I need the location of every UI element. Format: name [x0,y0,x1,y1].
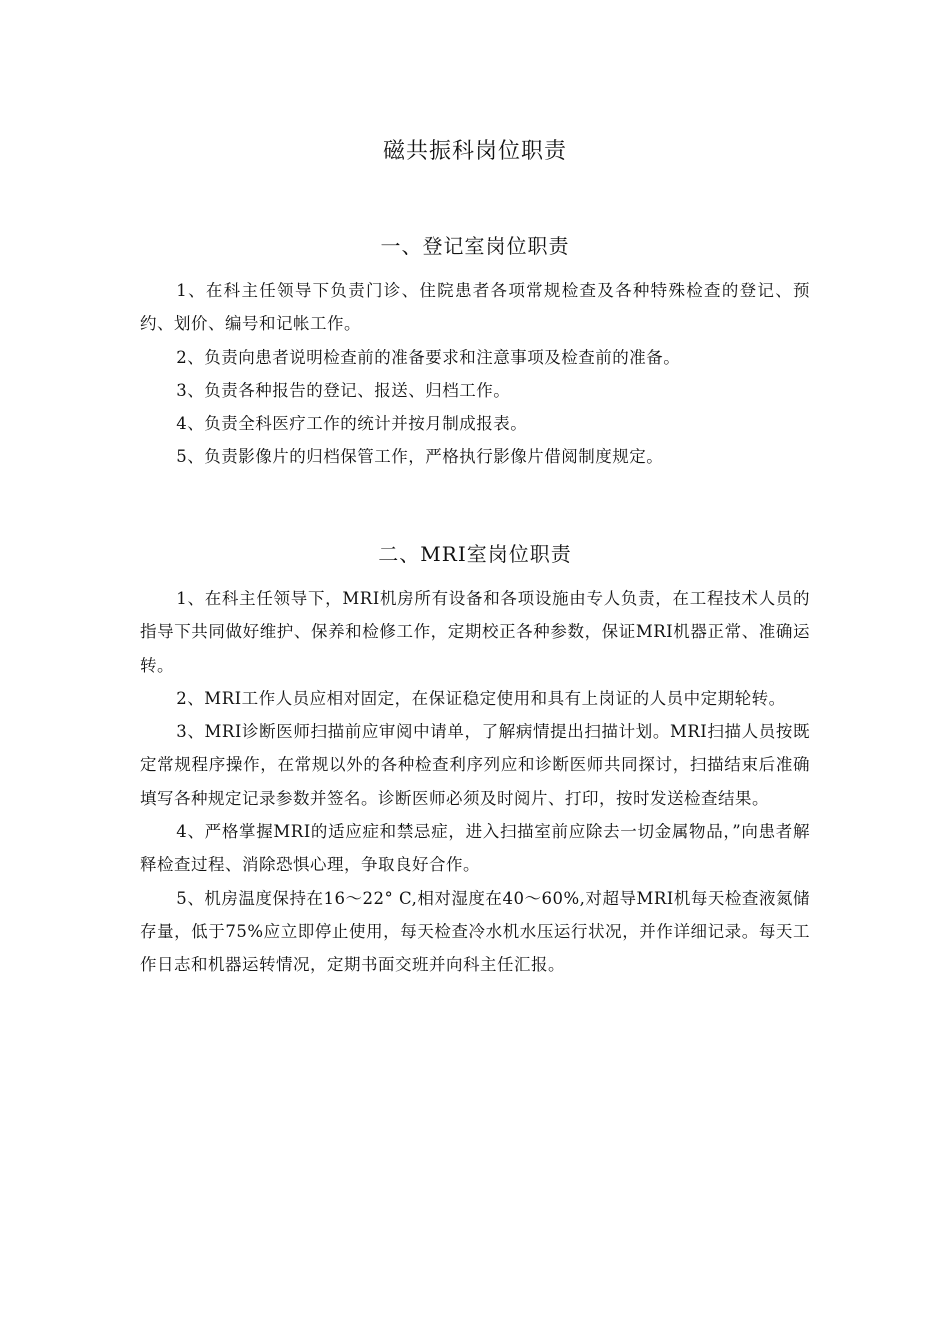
duty-item: 3、负责各种报告的登记、报送、归档工作。 [176,380,511,400]
section-registration-room [140,230,810,474]
duty-item: 4、严格掌握MRI的适应症和禁忌症，进入扫描室前应除去一切金属物品，”向患者解释检查过程、消除恐惧心理，争取良好合作。 [140,822,810,875]
duty-item: 5、负责影像片的归档保管工作，严格执行影像片借阅制度规定。 [176,447,664,467]
duty-item: 3、MRI诊断医师扫描前应审阅中请单，了解病情提出扫描计划。MRI扫描人员按既定常规程序操作，在常规以外的各种检查利序列应和诊断医师共同探讨，扫描结束后准确填写各种规定记录参数并签名。诊断医师必须及时阅片、打印，按时发送检查结果。 [140,722,810,808]
section-heading: 一、登记室岗位职责 [380,234,570,258]
section-mri-room [140,538,810,982]
duty-item: 1、在科主任领导下负责门诊、住院患者各项常规检查及各种特殊检查的登记、预约、划价、编号和记帐工作。 [140,281,810,334]
duty-item: 2、负责向患者说明检查前的准备要求和注意事项及检查前的准备。 [176,347,681,367]
duty-item: 4、负责全科医疗工作的统计并按月制成报表。 [176,414,528,434]
duty-item: 2、MRI工作人员应相对固定，在保证稳定使用和具有上岗证的人员中定期轮转。 [176,688,786,708]
document-title: 磁共振科岗位职责 [382,139,567,164]
section-heading: 二、MRI室岗位职责 [378,542,572,566]
duty-item: 1、在科主任领导下，MRI机房所有设备和各项设施由专人负责，在工程技术人员的指导下共同做好维护、保养和检修工作，定期校正各种参数，保证MRI机器正常、准确运转。 [140,589,810,675]
duty-item: 5、机房温度保持在16〜22° C,相对湿度在40〜60%,对超导MRI机每天检查液氮储存量，低于75%应立即停止使用，每天检查冷水机水压运行状况，并作详细记录。每天工作日志和机器运转情况，定期书面交班并向科主任汇报。 [140,888,810,975]
